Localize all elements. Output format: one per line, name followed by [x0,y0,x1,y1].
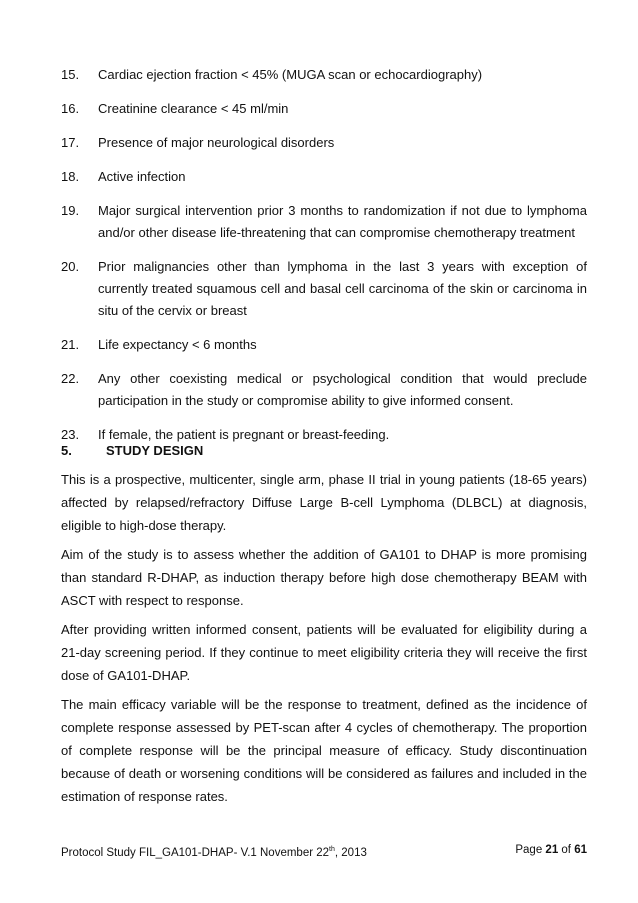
page-of: of [558,844,575,856]
footer-protocol-info [61,842,367,861]
footer-protocol-year: , 2013 [334,846,367,859]
list-item [61,200,587,244]
footer-date-suffix: th [329,846,335,853]
page-label: Page [515,844,546,856]
list-item-number: 19. [61,203,80,218]
list-item-number: 17. [61,135,80,150]
page-footer [61,842,587,861]
page-total: 61 [574,844,587,856]
list-item-text: Major surgical intervention prior 3 months to randomization if not due to lymphoma and/or other disease life-threatening that can compromise chemotherapy treatment [98,203,587,240]
list-item-number: 16. [61,101,80,116]
list-item [61,368,587,412]
list-item-text: Active infection [98,169,186,184]
list-item [61,334,587,356]
list-item-number: 15. [61,67,80,82]
list-item [61,98,587,120]
list-item-number: 23. [61,427,80,442]
list-item-number: 21. [61,337,80,352]
list-item [61,256,587,322]
paragraph: This is a prospective, multicenter, single arm, phase II trial in young patients (18-65 years) affected by relapsed/refractory Diffuse Large B-cell Lymphoma (DLBCL) at diagnosis, eligible to high-dose therapy. [61,472,587,533]
list-item-text: Presence of major neurological disorders [98,135,335,150]
list-item-text: Creatinine clearance < 45 ml/min [98,101,289,116]
study-design-section [61,440,587,814]
list-item-number: 20. [61,259,80,274]
exclusion-criteria-list [61,64,587,458]
list-item-text: If female, the patient is pregnant or breast-feeding. [98,427,390,442]
section-number: 5. [61,443,72,458]
list-item-number: 22. [61,371,80,386]
list-item [61,64,587,86]
section-heading [61,440,587,462]
paragraph: Aim of the study is to assess whether the addition of GA101 to DHAP is more promising than standard R-DHAP, as induction therapy before high dose chemotherapy BEAM with ASCT with respect to response. [61,547,587,608]
list-item-text: Any other coexisting medical or psychological condition that would preclude participation in the study or compromise ability to give informed consent. [98,371,587,408]
page-number [515,842,587,861]
list-item-text: Prior malignancies other than lymphoma in the last 3 years with exception of currently treated squamous cell and basal cell carcinoma of the skin or carcinoma in situ of the cervix or breast [98,259,587,318]
list-item [61,132,587,154]
paragraph: After providing written informed consent, patients will be evaluated for eligibility during a 21-day screening period. If they continue to meet eligibility criteria they will receive the first dose of GA101-DHAP. [61,622,587,683]
section-title: STUDY DESIGN [106,443,204,458]
footer-protocol-prefix: Protocol Study FIL_GA101-DHAP- V.1 November 22 [61,846,330,859]
list-item [61,166,587,188]
list-item-text: Cardiac ejection fraction < 45% (MUGA scan or echocardiography) [98,67,483,82]
paragraph: The main efficacy variable will be the response to treatment, defined as the incidence of complete response assessed by PET-scan after 4 cycles of chemotherapy. The proportion of complete response will be the principal measure of efficacy. Study discontinuation because of death or worsening conditions will be considered as failures and included in the estimation of response rates. [61,697,587,804]
list-item-number: 18. [61,169,80,184]
page-current: 21 [545,844,559,856]
list-item-text: Life expectancy < 6 months [98,337,257,352]
